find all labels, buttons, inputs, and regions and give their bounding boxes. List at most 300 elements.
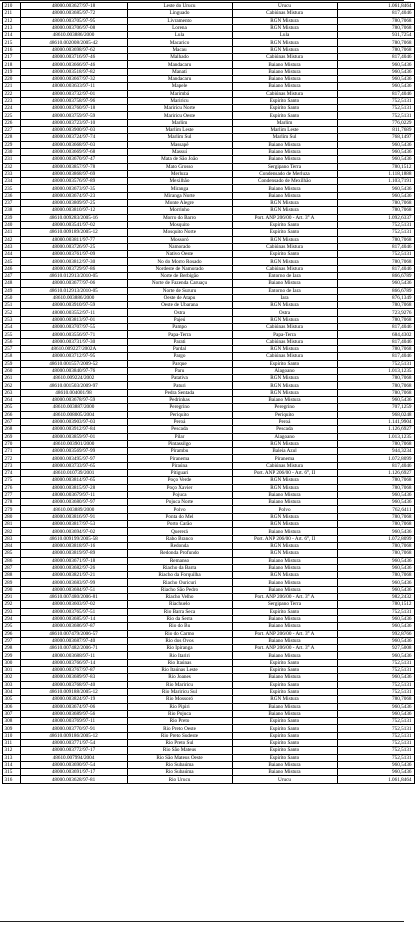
row-number: 216 bbox=[3, 46, 21, 53]
reference-oil: Espírito Santo bbox=[232, 667, 337, 674]
table-row bbox=[3, 112, 415, 119]
price-value: 780,7068 bbox=[337, 302, 414, 309]
process-number: 48000.003840/97-76 bbox=[20, 367, 127, 374]
field-name: Norte de Fazenda Caruaçu bbox=[127, 280, 232, 287]
field-name: Rio da Serra bbox=[127, 615, 232, 622]
field-name: Peroá bbox=[127, 418, 232, 425]
table-row bbox=[3, 761, 415, 768]
table-row bbox=[3, 302, 415, 309]
price-value: 780,7068 bbox=[337, 542, 414, 549]
price-value: 811,7689 bbox=[337, 127, 414, 134]
row-number: 264 bbox=[3, 397, 21, 404]
process-number: 48610.003887/2000 bbox=[20, 404, 127, 411]
price-value: 960,5436 bbox=[337, 156, 414, 163]
reference-oil: Marlim Leste bbox=[232, 127, 337, 134]
field-name: Norte de Sururu bbox=[127, 287, 232, 294]
row-number: 224 bbox=[3, 105, 21, 112]
row-number: 239 bbox=[3, 214, 21, 221]
row-number: 273 bbox=[3, 462, 21, 469]
price-value: 780,7068 bbox=[337, 258, 414, 265]
reference-oil: RGN Mistura bbox=[232, 302, 337, 309]
table-row bbox=[3, 200, 415, 207]
reference-oil: Cabiúnas Mistura bbox=[232, 324, 337, 331]
field-name: Parque bbox=[127, 360, 232, 367]
field-name: Pojuca bbox=[127, 491, 232, 498]
field-name: Pardal bbox=[127, 345, 232, 352]
table-row bbox=[3, 732, 415, 739]
top-border bbox=[0, 0, 404, 1]
field-name: Mosquito bbox=[127, 221, 232, 228]
process-number: 48610.009227/2002A bbox=[20, 345, 127, 352]
row-number: 248 bbox=[3, 280, 21, 287]
table-row bbox=[3, 83, 415, 90]
table-row bbox=[3, 236, 415, 243]
field-name: Mato Grosso bbox=[127, 163, 232, 170]
reference-oil: Espírito Santo bbox=[232, 105, 337, 112]
table-row bbox=[3, 10, 415, 17]
row-number: 301 bbox=[3, 667, 21, 674]
table-row bbox=[3, 229, 415, 236]
row-number: 267 bbox=[3, 418, 21, 425]
price-value: 752,5131 bbox=[337, 754, 414, 761]
field-name: Rio Itariri bbox=[127, 652, 232, 659]
field-name: Pintassilgo bbox=[127, 440, 232, 447]
price-value: 780,7068 bbox=[337, 200, 414, 207]
table-row bbox=[3, 448, 415, 455]
field-name: Mosquito Norte bbox=[127, 229, 232, 236]
table-row bbox=[3, 550, 415, 557]
reference-oil: Baiano Mistura bbox=[232, 528, 337, 535]
process-number: 48000.003731/97-30 bbox=[20, 338, 127, 345]
table-row bbox=[3, 667, 415, 674]
process-number: 48000.003761/97-09 bbox=[20, 251, 127, 258]
reference-oil: Periquito bbox=[232, 411, 337, 418]
process-number: 48000.003765/97-51 bbox=[20, 608, 127, 615]
reference-oil: RGN Mistura bbox=[232, 46, 337, 53]
field-name: Riachuelo bbox=[127, 601, 232, 608]
table-row bbox=[3, 484, 415, 491]
row-number: 291 bbox=[3, 594, 21, 601]
reference-oil: Lula bbox=[232, 32, 337, 39]
row-number: 286 bbox=[3, 557, 21, 564]
reference-oil: Espírito Santo bbox=[232, 360, 337, 367]
table-row bbox=[3, 513, 415, 520]
price-value: 707,1259 bbox=[337, 404, 414, 411]
row-number: 256 bbox=[3, 338, 21, 345]
process-number: 48000.003671/97-18 bbox=[20, 557, 127, 564]
process-number: 48000.003819/97-89 bbox=[20, 550, 127, 557]
price-value: 817,4046 bbox=[337, 10, 414, 17]
price-value: 684,4302 bbox=[337, 331, 414, 338]
field-name: Rio Preto Sudeste bbox=[127, 732, 232, 739]
row-number: 298 bbox=[3, 645, 21, 652]
table-row bbox=[3, 477, 415, 484]
process-number: 48000.003690/97-54 bbox=[20, 761, 127, 768]
process-number: 48000.003809/97-25 bbox=[20, 200, 127, 207]
process-number: 48000.003767/97-87 bbox=[20, 667, 127, 674]
process-number: 48000.003759/97-59 bbox=[20, 112, 127, 119]
row-number: 307 bbox=[3, 710, 21, 717]
field-name: Rio Preto bbox=[127, 718, 232, 725]
row-number: 274 bbox=[3, 470, 21, 477]
process-number: 48000.003689/97-83 bbox=[20, 674, 127, 681]
field-name: Rio do Bu bbox=[127, 623, 232, 630]
field-name: Riacho da Barra bbox=[127, 564, 232, 571]
price-value: 752,5131 bbox=[337, 229, 414, 236]
reference-oil: Espírito Santo bbox=[232, 688, 337, 695]
field-name: Riacho Ouricuri bbox=[127, 579, 232, 586]
reference-oil: Espírito Santo bbox=[232, 747, 337, 754]
row-number: 242 bbox=[3, 236, 21, 243]
reference-oil: RGN Mistura bbox=[232, 542, 337, 549]
field-name: Macau bbox=[127, 46, 232, 53]
table-row bbox=[3, 455, 415, 462]
reference-oil: Baleia Azul bbox=[232, 448, 337, 455]
table-row bbox=[3, 156, 415, 163]
reference-oil: RGN Mistura bbox=[232, 375, 337, 382]
reference-oil: Baiano Mistura bbox=[232, 769, 337, 776]
table-row bbox=[3, 542, 415, 549]
field-name: Mata de São João bbox=[127, 156, 232, 163]
reference-oil: Pescada bbox=[232, 426, 337, 433]
reference-oil: Espírito Santo bbox=[232, 739, 337, 746]
price-value: 780,7068 bbox=[337, 345, 414, 352]
field-name: No do Morro Rosado bbox=[127, 258, 232, 265]
row-number: 315 bbox=[3, 769, 21, 776]
field-name: Pitiguari bbox=[127, 470, 232, 477]
field-name: Rio Ipiranga bbox=[127, 645, 232, 652]
field-name: Lula bbox=[127, 32, 232, 39]
reference-oil: Espírito Santo bbox=[232, 221, 337, 228]
process-number: 48000.003813/97-01 bbox=[20, 316, 127, 323]
process-number: 48000.003816/97-91 bbox=[20, 513, 127, 520]
row-number: 308 bbox=[3, 718, 21, 725]
table-row bbox=[3, 324, 415, 331]
process-number: 48000.003766/97-14 bbox=[20, 659, 127, 666]
row-number: 314 bbox=[3, 761, 21, 768]
table-row bbox=[3, 521, 415, 528]
row-number: 240 bbox=[3, 221, 21, 228]
process-number: 48000.003811/97-77 bbox=[20, 236, 127, 243]
price-value: 780,7068 bbox=[337, 316, 414, 323]
field-name: Mapele bbox=[127, 83, 232, 90]
table-row bbox=[3, 316, 415, 323]
row-number: 237 bbox=[3, 200, 21, 207]
row-number: 281 bbox=[3, 521, 21, 528]
row-number: 296 bbox=[3, 630, 21, 637]
row-number: 282 bbox=[3, 528, 21, 535]
reference-oil: RGN Mistura bbox=[232, 572, 337, 579]
process-number: 48000.003859/97-01 bbox=[20, 433, 127, 440]
price-value: 960,5436 bbox=[337, 615, 414, 622]
table-row bbox=[3, 382, 415, 389]
process-number: 48000.003769/97-11 bbox=[20, 718, 127, 725]
field-name: Riacho da Forquilha bbox=[127, 572, 232, 579]
reference-oil: Port. ANP 206/00 - Art. 3° A bbox=[232, 630, 337, 637]
process-number: 48000.003686/97-87 bbox=[20, 623, 127, 630]
price-value: 776,0229 bbox=[337, 119, 414, 126]
row-number: 262 bbox=[3, 382, 21, 389]
price-value: 780,7068 bbox=[337, 24, 414, 31]
row-number: 297 bbox=[3, 637, 21, 644]
price-value: 960,5436 bbox=[337, 68, 414, 75]
table-row bbox=[3, 652, 415, 659]
row-number: 227 bbox=[3, 127, 21, 134]
table-row bbox=[3, 258, 415, 265]
reference-oil: RGN Mistura bbox=[232, 207, 337, 214]
process-number: 48610.007482/2006-71 bbox=[20, 645, 127, 652]
process-number: 48000.003603/97-02 bbox=[20, 601, 127, 608]
process-number: 48000.003552/97-11 bbox=[20, 309, 127, 316]
table-row bbox=[3, 345, 415, 352]
process-number: 48000.003627/97-18 bbox=[20, 3, 127, 10]
price-value: 780,7068 bbox=[337, 521, 414, 528]
price-value: 780,7068 bbox=[337, 46, 414, 53]
reference-oil: Espírito Santo bbox=[232, 97, 337, 104]
table-row bbox=[3, 141, 415, 148]
field-name: Rio São Mateus Oeste bbox=[127, 754, 232, 761]
price-value: 960,5436 bbox=[337, 61, 414, 68]
process-number: 48000.003682/97-26 bbox=[20, 564, 127, 571]
table-row bbox=[3, 586, 415, 593]
price-value: 752,5131 bbox=[337, 725, 414, 732]
field-name: Marlim Leste bbox=[127, 127, 232, 134]
row-number: 212 bbox=[3, 17, 21, 24]
process-number: 48610.003901/2000 bbox=[20, 440, 127, 447]
reference-oil: Baiano Mistura bbox=[232, 148, 337, 155]
reference-oil: Baiano Mistura bbox=[232, 491, 337, 498]
process-number: 48000.003633/97-11 bbox=[20, 83, 127, 90]
reference-oil: Urucu bbox=[232, 776, 337, 783]
reference-oil: Espírito Santo bbox=[232, 659, 337, 666]
price-value: 960,5436 bbox=[337, 637, 414, 644]
field-name: Remanso bbox=[127, 557, 232, 564]
reference-oil: Sergipano Terra bbox=[232, 163, 337, 170]
process-number: 48610.004001/98 bbox=[20, 389, 127, 396]
process-number: 48000.003698/97-62 bbox=[20, 46, 127, 53]
price-value: 960,5436 bbox=[337, 652, 414, 659]
process-number: 48000.003818/97-16 bbox=[20, 542, 127, 549]
process-number: 48000.003669/97-68 bbox=[20, 148, 127, 155]
process-number: 48610.007994/2004 bbox=[20, 754, 127, 761]
process-number: 48000.003541/97-02 bbox=[20, 221, 127, 228]
field-name: Rio Subaúma bbox=[127, 769, 232, 776]
reference-oil: Alagoano bbox=[232, 433, 337, 440]
field-name: Rio Subaúma bbox=[127, 761, 232, 768]
field-name: Parati bbox=[127, 338, 232, 345]
row-number: 254 bbox=[3, 324, 21, 331]
field-name: Monte Alegre bbox=[127, 200, 232, 207]
reference-oil: RGN Mistura bbox=[232, 521, 337, 528]
field-name: Piraúna bbox=[127, 462, 232, 469]
row-number: 229 bbox=[3, 141, 21, 148]
row-number: 260 bbox=[3, 367, 21, 374]
reference-oil: Espírito Santo bbox=[232, 681, 337, 688]
table-row bbox=[3, 272, 415, 279]
table-row bbox=[3, 68, 415, 75]
price-value: 931,7254 bbox=[337, 32, 414, 39]
row-number: 250 bbox=[3, 294, 21, 301]
reference-oil: Baiano Mistura bbox=[232, 710, 337, 717]
price-value: 960,5436 bbox=[337, 703, 414, 710]
field-name: Rio Urucu bbox=[127, 776, 232, 783]
table-row bbox=[3, 535, 415, 542]
process-number: 48000.003683/97-99 bbox=[20, 579, 127, 586]
price-value: 1.118,1888 bbox=[337, 170, 414, 177]
field-name: Periquito bbox=[127, 411, 232, 418]
table-row bbox=[3, 470, 415, 477]
reference-oil: Baiano Mistura bbox=[232, 557, 337, 564]
table-row bbox=[3, 411, 415, 418]
price-value: 780,7068 bbox=[337, 382, 414, 389]
process-number: 48000.003667/97-32 bbox=[20, 75, 127, 82]
row-number: 299 bbox=[3, 652, 21, 659]
row-number: 234 bbox=[3, 178, 21, 185]
price-value: 1.126,6927 bbox=[337, 426, 414, 433]
table-row bbox=[3, 97, 415, 104]
price-value: 1.061,8464 bbox=[337, 3, 414, 10]
process-number: 48000.003688/97-11 bbox=[20, 652, 127, 659]
table-row bbox=[3, 440, 415, 447]
table-row bbox=[3, 360, 415, 367]
process-number: 48000.003712/97-95 bbox=[20, 353, 127, 360]
field-name: Poço Verde bbox=[127, 477, 232, 484]
field-name: Miranga Norte bbox=[127, 192, 232, 199]
field-name: Pampo bbox=[127, 324, 232, 331]
reference-oil: RGN Mistura bbox=[232, 24, 337, 31]
process-number: 48000.003689/97-56 bbox=[20, 710, 127, 717]
table-row bbox=[3, 601, 415, 608]
field-name: Massapê bbox=[127, 141, 232, 148]
process-number: 48610.012913/2010-05 bbox=[20, 287, 127, 294]
field-name: Nativo Oeste bbox=[127, 251, 232, 258]
table-row bbox=[3, 404, 415, 411]
field-name: Peregrino bbox=[127, 404, 232, 411]
process-number: 48000.003729/97-86 bbox=[20, 265, 127, 272]
field-name: Rio Preto Oeste bbox=[127, 725, 232, 732]
reference-oil: RGN Mistura bbox=[232, 696, 337, 703]
field-name: Riacho São Pedro bbox=[127, 586, 232, 593]
field-name: Pajeú bbox=[127, 316, 232, 323]
field-name: Pojuca Norte bbox=[127, 499, 232, 506]
row-number: 233 bbox=[3, 170, 21, 177]
reference-oil: Cabiúnas Mistura bbox=[232, 338, 337, 345]
row-number: 277 bbox=[3, 491, 21, 498]
table-row bbox=[3, 32, 415, 39]
reference-oil: Papa-Terra bbox=[232, 331, 337, 338]
table-row bbox=[3, 148, 415, 155]
row-number: 278 bbox=[3, 499, 21, 506]
table-row bbox=[3, 309, 415, 316]
reference-oil: Alagoano bbox=[232, 367, 337, 374]
field-name: Porto Carão bbox=[127, 521, 232, 528]
reference-oil: RGN Mistura bbox=[232, 484, 337, 491]
field-name: Nordeste de Namorado bbox=[127, 265, 232, 272]
field-name: Rio do Carmo bbox=[127, 630, 232, 637]
reference-oil: RGN Mistura bbox=[232, 316, 337, 323]
price-value: 780,7068 bbox=[337, 17, 414, 24]
reference-oil: RGN Mistura bbox=[232, 200, 337, 207]
reference-oil: RGN Mistura bbox=[232, 440, 337, 447]
process-number: 48000.003868/97-69 bbox=[20, 170, 127, 177]
process-number: 48000.003685/97-72 bbox=[20, 10, 127, 17]
price-value: 780,7068 bbox=[337, 477, 414, 484]
row-number: 263 bbox=[3, 389, 21, 396]
price-value: 752,5131 bbox=[337, 747, 414, 754]
price-value: 817,4046 bbox=[337, 265, 414, 272]
price-value: 780,7068 bbox=[337, 696, 414, 703]
reference-oil: Baiano Mistura bbox=[232, 68, 337, 75]
field-name: Pedrinhas bbox=[127, 397, 232, 404]
field-name: Rio Joanes bbox=[127, 674, 232, 681]
table-row bbox=[3, 134, 415, 141]
table-row bbox=[3, 46, 415, 53]
field-name: Merluza bbox=[127, 170, 232, 177]
reference-oil: Port. ANP 206/00 - Art. 6°, II bbox=[232, 470, 337, 477]
process-number: 48610.003886/2000 bbox=[20, 32, 127, 39]
reference-oil: Cabiúnas Mistura bbox=[232, 265, 337, 272]
table-row bbox=[3, 75, 415, 82]
reference-oil: Piranema bbox=[232, 455, 337, 462]
process-number: 48000.003694/97-02 bbox=[20, 528, 127, 535]
row-number: 266 bbox=[3, 411, 21, 418]
process-number: 48000.003691/97-17 bbox=[20, 769, 127, 776]
reference-oil: Baiano Mistura bbox=[232, 703, 337, 710]
reference-oil: Baiano Mistura bbox=[232, 83, 337, 90]
price-value: 752,5131 bbox=[337, 681, 414, 688]
row-number: 259 bbox=[3, 360, 21, 367]
price-value: 1.072,8099 bbox=[337, 455, 414, 462]
reference-oil: Espírito Santo bbox=[232, 229, 337, 236]
price-value: 817,4046 bbox=[337, 54, 414, 61]
row-number: 303 bbox=[3, 681, 21, 688]
process-number: 48610.001503/2009-97 bbox=[20, 382, 127, 389]
table-row bbox=[3, 630, 415, 637]
price-value: 780,1512 bbox=[337, 601, 414, 608]
field-name: Rio Mariricu Sul bbox=[127, 688, 232, 695]
reference-oil: Port. ANP 206/00 - Art. 6°, II bbox=[232, 535, 337, 542]
table-row bbox=[3, 499, 415, 506]
row-number: 214 bbox=[3, 32, 21, 39]
process-number: 48000.003518/97-82 bbox=[20, 68, 127, 75]
price-value: 752,5131 bbox=[337, 105, 414, 112]
row-number: 284 bbox=[3, 542, 21, 549]
price-value: 960,5436 bbox=[337, 710, 414, 717]
field-name: Mandacaru bbox=[127, 75, 232, 82]
reference-oil: Sergipano Terra bbox=[232, 601, 337, 608]
reference-oil: Condensado de Mexilhão bbox=[232, 178, 337, 185]
price-value: 1.072,8099 bbox=[337, 535, 414, 542]
field-name: Rio Pipiri bbox=[127, 703, 232, 710]
price-value: 752,5131 bbox=[337, 360, 414, 367]
price-value: 968,0248 bbox=[337, 411, 414, 418]
table-row bbox=[3, 127, 415, 134]
process-number: 48000.003680/97-97 bbox=[20, 499, 127, 506]
reference-oil: Baiano Mistura bbox=[232, 615, 337, 622]
row-number: 311 bbox=[3, 739, 21, 746]
row-number: 304 bbox=[3, 688, 21, 695]
table-row bbox=[3, 491, 415, 498]
field-name: Ponta do Mel bbox=[127, 513, 232, 520]
field-name: Patativa bbox=[127, 375, 232, 382]
price-value: 768,1497 bbox=[337, 134, 414, 141]
price-value: 866,6789 bbox=[337, 287, 414, 294]
table-row bbox=[3, 776, 415, 783]
table-row bbox=[3, 24, 415, 31]
process-number: 48610.001557/2009-52 bbox=[20, 360, 127, 367]
row-number: 222 bbox=[3, 90, 21, 97]
process-number: 48000.003684/97-51 bbox=[20, 586, 127, 593]
